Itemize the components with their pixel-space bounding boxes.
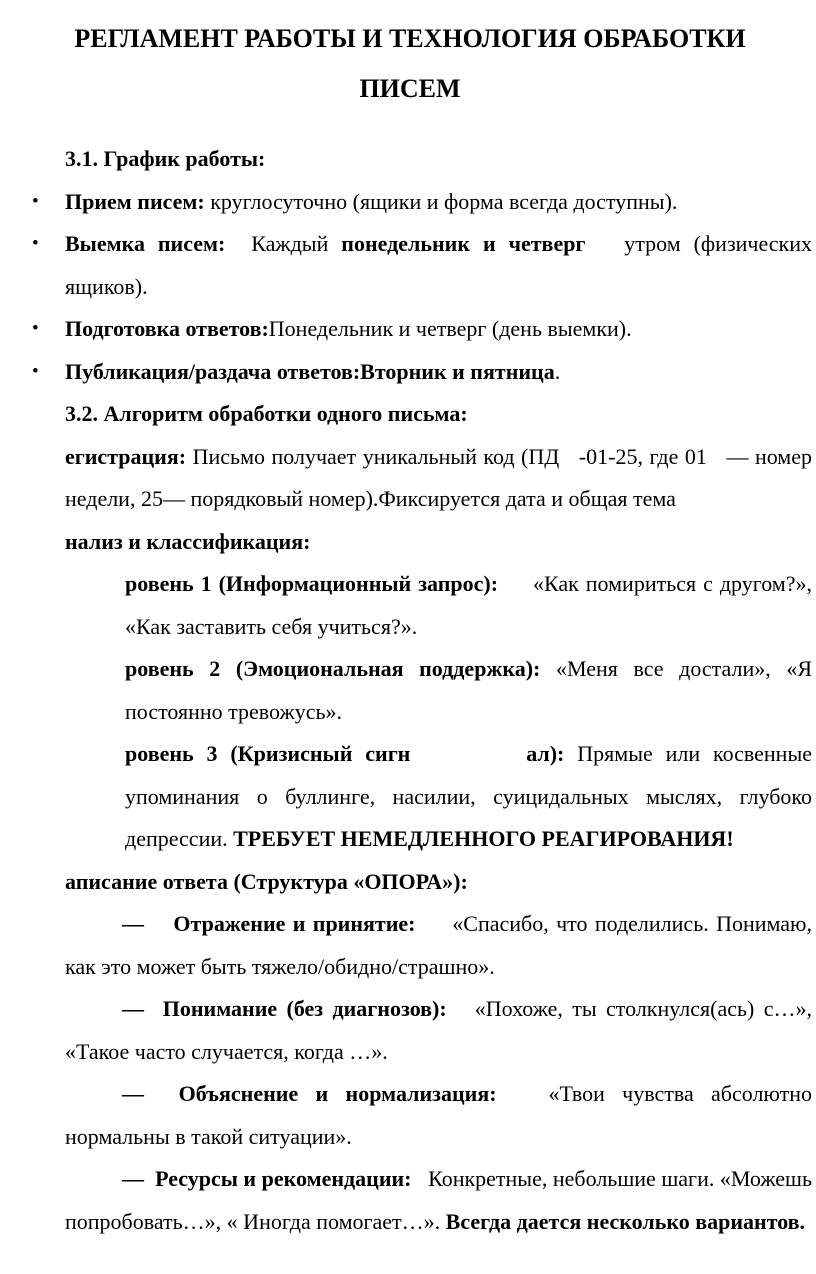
text-run: «Спасибо, что поделились. Понимаю, как это может быть тяжело/обидно/страшно». bbox=[65, 911, 812, 979]
bold-text-run: — Ресурсы и рекомендации: bbox=[122, 1166, 412, 1191]
bold-text-run: понедельник и четверг bbox=[341, 231, 586, 256]
text-run: Понедельник и четверг (день выемки). bbox=[268, 316, 632, 341]
bold-text-run: — Понимание (без диагнозов): bbox=[122, 996, 447, 1021]
text-run: «Похоже, ты столкнулся(ась) с…», «Такое часто случается, когда …». bbox=[65, 996, 813, 1064]
bullet-icon: • bbox=[32, 233, 39, 254]
para-obyasnenie-normalizaciya bbox=[65, 1073, 812, 1158]
text-run: Письмо получает уникальный код (ПД -01-25, где 01 — номер недели, 25— порядковый номер).Фиксируется дата и общая тема bbox=[65, 443, 812, 511]
bold-text-run: аписание ответа (Структура «ОПОРА»): bbox=[65, 868, 468, 894]
para-resursy-rekomendacii bbox=[65, 1158, 812, 1243]
text-run: Каждый bbox=[225, 231, 342, 256]
para-otrazhenie-prinyatie bbox=[65, 903, 812, 988]
text-run: «Как помириться с другом?», «Как заставить себя учиться?». bbox=[125, 571, 812, 639]
text-run: утром (физических ящиков). bbox=[65, 231, 813, 299]
bold-text-run: ровень 1 (Информационный запрос): bbox=[125, 571, 499, 596]
bullet-priem-pisem bbox=[32, 181, 812, 224]
bold-text-run: ровень 2 (Эмоциональная поддержка): bbox=[125, 656, 541, 681]
bold-text-run: Подготовка ответов: bbox=[65, 316, 269, 341]
bold-text-run: ровень 3 (Кризисный сигн ал): bbox=[125, 741, 565, 766]
text-run: «Меня все достали», «Я постоянно тревожусь». bbox=[125, 656, 813, 724]
bold-text-run: 3.1. График работы: bbox=[65, 146, 266, 171]
text-run: . bbox=[554, 358, 561, 384]
document-content bbox=[32, 138, 813, 1243]
bold-text-run: Всегда дается несколько вариантов. bbox=[445, 1208, 806, 1234]
bold-text-run: егистрация: bbox=[65, 443, 187, 469]
para-uroven-1 bbox=[125, 563, 812, 648]
para-uroven-2 bbox=[125, 648, 812, 733]
bullet-icon: • bbox=[32, 190, 39, 212]
text-run: Конкретные, небольшие шаги. «Можешь попробовать…», « Иногда помогает…». bbox=[65, 1166, 812, 1234]
text-run: круглосуточно (ящики и форма всегда доступны). bbox=[204, 188, 678, 214]
bullet-icon: • bbox=[32, 360, 39, 382]
text-run: «Твои чувства абсолютно нормальны в такой ситуации». bbox=[65, 1081, 812, 1149]
bold-text-run: Прием писем: bbox=[65, 188, 205, 214]
para-ponimanie bbox=[65, 988, 812, 1073]
bold-text-run: Публикация/раздача ответов:Вторник и пятница bbox=[65, 358, 555, 384]
bullet-icon: • bbox=[32, 318, 39, 339]
bullet-podgotovka-otvetov bbox=[32, 308, 812, 351]
heading-3-1 bbox=[65, 138, 812, 181]
heading-3-2 bbox=[65, 393, 812, 436]
para-analiz-klassifikaciya bbox=[65, 521, 812, 564]
para-uroven-3 bbox=[125, 733, 812, 861]
para-registraciya bbox=[65, 436, 812, 521]
para-napisanie-otveta bbox=[65, 861, 812, 904]
text-run: Прямые или косвенные упоминания о буллинге, насилии, суицидальных мыслях, глубоко депрессии. bbox=[125, 741, 813, 851]
bold-text-run: — Отражение и принятие: bbox=[122, 911, 416, 936]
bullet-publikaciya-otvetov bbox=[32, 351, 812, 394]
document-title: РЕГЛАМЕНТ РАБОТЫ И ТЕХНОЛОГИЯ ОБРАБОТКИ ПИСЕМ bbox=[74, 24, 746, 103]
bullet-vyemka-pisem bbox=[32, 223, 813, 308]
bold-text-run: 3.2. Алгоритм обработки одного письма: bbox=[65, 401, 468, 426]
bold-text-run: — Объяснение и нормализация: bbox=[122, 1081, 497, 1106]
bold-text-run: Выемка писем: bbox=[65, 231, 226, 256]
bold-text-run: нализ и классификация: bbox=[65, 528, 311, 554]
bold-text-run: ТРЕБУЕТ НЕМЕДЛЕННОГО РЕАГИРОВАНИЯ! bbox=[233, 826, 734, 851]
